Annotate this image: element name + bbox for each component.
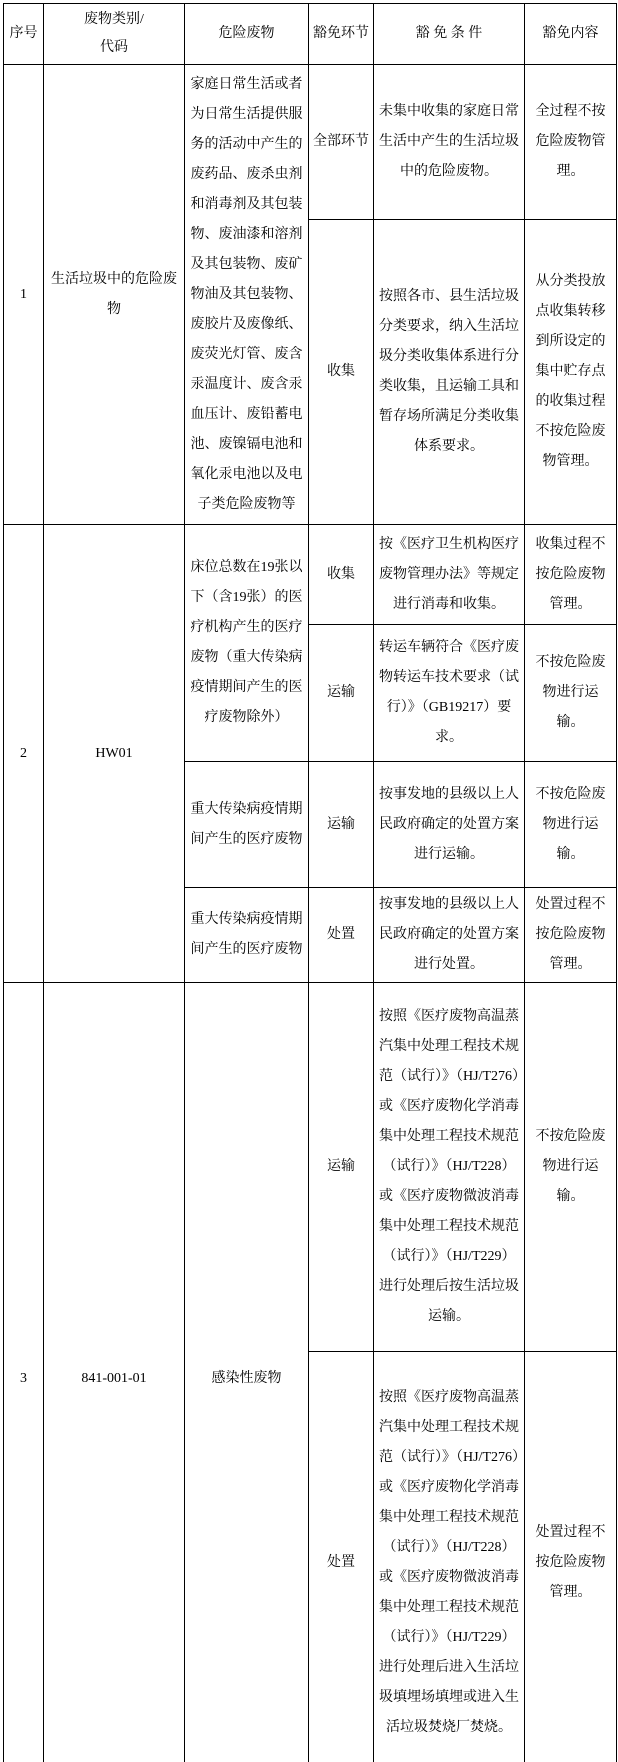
hazard-cell: 感染性废物 [185,983,309,1762]
hazard-cell: 床位总数在19张以下（含19张）的医疗机构产生的医疗废物（重大传染病疫情期间产生的医疗废物除外） [185,525,309,762]
content-cell: 不按危险废物进行运输。 [525,762,617,888]
hazard-cell: 重大传染病疫情期间产生的医疗废物 [185,762,309,888]
header-category-line2: 代码 [100,40,128,55]
condition-cell: 转运车辆符合《医疗废物转运车技术要求（试行）》（GB19217）要求。 [374,625,525,762]
table-row [4,525,617,625]
header-category-code [44,4,185,65]
content-cell: 收集过程不按危险废物管理。 [525,525,617,625]
serial-cell: 2 [4,525,44,983]
code-cell: 841-001-01 [44,983,185,1762]
stage-cell: 运输 [309,983,374,1352]
stage-cell: 处置 [309,1352,374,1762]
header-category-line1: 废物类别/ [84,12,144,27]
content-cell: 不按危险废物进行运输。 [525,625,617,762]
condition-cell: 按照《医疗废物高温蒸汽集中处理工程技术规范（试行）》（HJ/T276）或《医疗废物化学消毒集中处理工程技术规范（试行）》（HJ/T228）或《医疗废物微波消毒集中处理工程技术规范（试行）》（HJ/T229）进行处理后按生活垃圾运输。 [374,983,525,1352]
stage-cell: 全部环节 [309,65,374,220]
exemption-table [3,3,617,1762]
condition-cell: 按《医疗卫生机构医疗废物管理办法》等规定进行消毒和收集。 [374,525,525,625]
content-cell: 处置过程不按危险废物管理。 [525,1352,617,1762]
condition-cell: 按事发地的县级以上人民政府确定的处置方案进行运输。 [374,762,525,888]
serial-cell: 1 [4,65,44,525]
condition-cell: 按照《医疗废物高温蒸汽集中处理工程技术规范（试行）》（HJ/T276）或《医疗废物化学消毒集中处理工程技术规范（试行）》（HJ/T228）或《医疗废物微波消毒集中处理工程技术规范（试行）》（HJ/T229）进行处理后进入生活垃圾填埋场填埋或进入生活垃圾焚烧厂焚烧。 [374,1352,525,1762]
hazard-cell: 家庭日常生活或者为日常生活提供服务的活动中产生的废药品、废杀虫剂和消毒剂及其包装物、废油漆和溶剂及其包装物、废矿物油及其包装物、废胶片及废像纸、废荧光灯管、废含汞温度计、废含汞血压计、废铅蓄电池、废镍镉电池和氧化汞电池以及电子类危险废物等 [185,65,309,525]
stage-cell: 运输 [309,762,374,888]
code-cell: 生活垃圾中的危险废物 [44,65,185,525]
stage-cell: 收集 [309,525,374,625]
header-exempt-stage: 豁免环节 [309,4,374,65]
header-hazardous-waste: 危险废物 [185,4,309,65]
table-row [4,983,617,1352]
content-cell: 从分类投放点收集转移到所设定的集中贮存点的收集过程不按危险废物管理。 [525,220,617,525]
content-cell: 处置过程不按危险废物管理。 [525,888,617,983]
condition-cell: 未集中收集的家庭日常生活中产生的生活垃圾中的危险废物。 [374,65,525,220]
stage-cell: 收集 [309,220,374,525]
table-row [4,65,617,220]
stage-cell: 运输 [309,625,374,762]
condition-cell: 按事发地的县级以上人民政府确定的处置方案进行处置。 [374,888,525,983]
condition-cell: 按照各市、县生活垃圾分类要求，纳入生活垃圾分类收集体系进行分类收集，且运输工具和暂存场所满足分类收集体系要求。 [374,220,525,525]
stage-cell: 处置 [309,888,374,983]
table-header-row [4,4,617,65]
header-exempt-condition: 豁 免 条 件 [374,4,525,65]
content-cell: 全过程不按危险废物管理。 [525,65,617,220]
code-cell: HW01 [44,525,185,983]
content-cell: 不按危险废物进行运输。 [525,983,617,1352]
header-serial: 序号 [4,4,44,65]
hazard-cell: 重大传染病疫情期间产生的医疗废物 [185,888,309,983]
serial-cell: 3 [4,983,44,1762]
header-exempt-content: 豁免内容 [525,4,617,65]
